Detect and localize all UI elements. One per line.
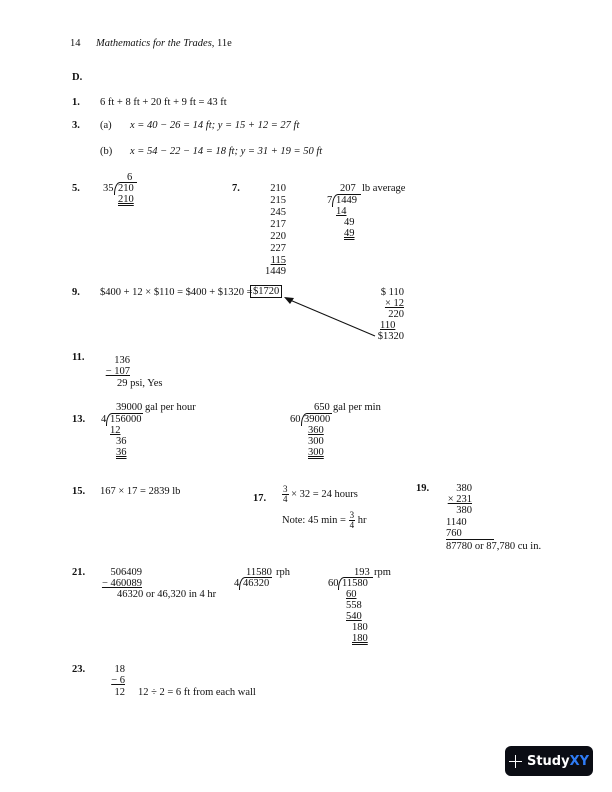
problem-21-result: 46320 or 46,320 in 4 hr: [117, 589, 217, 600]
problem-3b-label: (b): [100, 146, 113, 157]
problem-21-step: 180: [352, 633, 368, 644]
problem-9-text: $400 + 12 × $110 = $400 + $1320 =: [100, 287, 253, 298]
problem-7-number: 7.: [232, 183, 240, 194]
problem-3a-label: (a): [100, 120, 112, 131]
problem-7-unit: lb average: [362, 183, 406, 194]
plus-icon: [509, 755, 522, 768]
problem-13-dividend-2: 39000: [304, 414, 331, 425]
problem-13-number: 13.: [72, 414, 86, 425]
problem-23-number: 23.: [72, 664, 86, 675]
problem-7-addend: 220: [270, 231, 286, 242]
problem-11-a: 136: [114, 355, 130, 366]
problem-17-expression: [282, 485, 358, 504]
section-label: D.: [72, 72, 83, 83]
problem-21-a: 506409: [110, 567, 142, 578]
problem-9-total: $1320: [377, 331, 404, 342]
problem-13-step: 300: [308, 447, 324, 458]
problem-19-row: 380: [456, 505, 472, 516]
problem-13-unit-2: gal per min: [333, 402, 381, 413]
problem-9-number: 9.: [72, 287, 80, 298]
book-title: Mathematics for the Trades: [96, 38, 212, 49]
problem-19-number: 19.: [416, 483, 430, 494]
problem-9-answer: $1720: [250, 285, 282, 298]
fraction: $\frac{3}{4}$: [283, 484, 288, 504]
problem-21-unit-2: rpm: [374, 567, 391, 578]
problem-21-dividend-1: 46320: [243, 578, 270, 589]
problem-17-note: Note: 45 min = $\frac{3}{4}$ hr: [282, 510, 367, 530]
problem-23-a: 18: [114, 664, 125, 675]
problem-23-result: 12: [114, 687, 125, 698]
problem-1-text: 6 ft + 8 ft + 20 ft + 9 ft = 43 ft: [100, 97, 227, 108]
problem-3a-text: x = 40 − 26 = 14 ft; y = 15 + 12 = 27 ft: [130, 120, 300, 131]
problem-3b-text: x = 54 − 22 − 14 = 18 ft; y = 31 + 19 = 50 ft: [130, 146, 323, 157]
problem-11-number: 11.: [72, 352, 85, 363]
studyxy-logo[interactable]: [505, 746, 593, 776]
problem-7-addend: 215: [270, 195, 286, 206]
problem-5-divisor: 35: [103, 183, 114, 194]
problem-7-step: 14: [336, 206, 347, 217]
edition: , 11e: [211, 38, 232, 49]
problem-11-b: − 107: [105, 366, 130, 377]
problem-13-quotient-1: 39000: [116, 402, 143, 413]
problem-13-step: 12: [110, 425, 121, 436]
problem-17-number: 17.: [253, 493, 267, 504]
problem-7-sum: 1449: [265, 266, 286, 277]
problem-19-a: 380: [456, 483, 472, 494]
problem-15-number: 15.: [72, 486, 86, 497]
problem-21-step: 540: [346, 611, 362, 622]
problem-21-quotient-1: 11580: [246, 567, 272, 578]
problem-21-step: 180: [352, 622, 368, 633]
problem-13-step: 36: [116, 447, 127, 458]
problem-21-unit-1: rph: [276, 567, 290, 578]
problem-5-dividend: 210: [118, 183, 134, 194]
brand-name: StudyXY: [526, 753, 590, 769]
problem-7-step: 49: [344, 228, 355, 239]
problem-23-b: − 6: [111, 675, 125, 686]
problem-21-b: − 460089: [101, 578, 142, 589]
problem-7-divisor: 7: [327, 195, 333, 206]
problem-21-step: 558: [346, 600, 362, 611]
problem-7-addend: 115: [270, 255, 286, 266]
problem-11-result: 29 psi, Yes: [117, 378, 163, 389]
problem-19-b: × 231: [447, 494, 472, 505]
problem-7-addend: 210: [270, 183, 286, 194]
problem-9-partial: 220: [388, 309, 404, 320]
problem-13-divisor-1: 4: [101, 414, 107, 425]
problem-19-row: 760: [446, 528, 494, 540]
problem-21-step: 60: [346, 589, 357, 600]
problem-5-subtract: 210: [118, 194, 134, 205]
problem-5-quotient: 6: [127, 172, 133, 183]
problem-13-step: 300: [308, 436, 324, 447]
problem-13-unit-1: gal per hour: [145, 402, 196, 413]
problem-13-step: 36: [116, 436, 127, 447]
problem-19-result: 87780 or 87,780 cu in.: [446, 541, 542, 552]
problem-19-row: 1140: [446, 517, 467, 528]
problem-21-number: 21.: [72, 567, 86, 578]
problem-7-dividend: 1449: [336, 195, 357, 206]
problem-13-divisor-2: 60: [290, 414, 301, 425]
problem-9-partial: 110: [380, 320, 396, 331]
problem-15-text: 167 × 17 = 2839 lb: [100, 486, 181, 497]
problem-7-addend: 217: [270, 219, 286, 230]
page-number: 14: [70, 38, 81, 49]
problem-13-quotient-2: 650: [314, 402, 330, 413]
problem-23-text: 12 ÷ 2 = 6 ft from each wall: [138, 687, 256, 698]
problem-7-quotient: 207: [340, 183, 356, 194]
problem-7-step: 49: [344, 217, 355, 228]
problem-3-number: 3.: [72, 120, 80, 131]
problem-21-divisor-2: 60: [328, 578, 339, 589]
problem-17-text: × 32 = 24 hours: [291, 488, 358, 500]
problem-7-addend: 245: [270, 207, 286, 218]
problem-21-divisor-1: 4: [234, 578, 240, 589]
problem-21-quotient-2: 193: [354, 567, 370, 578]
fraction: $\frac{3}{4}$: [349, 510, 355, 530]
problem-13-dividend-1: 156000: [110, 414, 142, 425]
problem-9-mult: × 12: [384, 298, 404, 309]
problem-13-step: 360: [308, 425, 324, 436]
problem-21-dividend-2: 11580: [342, 578, 368, 589]
problem-9-top: $ 110: [380, 287, 404, 298]
problem-1-number: 1.: [72, 97, 80, 108]
problem-7-addend: 227: [270, 243, 286, 254]
problem-5-number: 5.: [72, 183, 80, 194]
